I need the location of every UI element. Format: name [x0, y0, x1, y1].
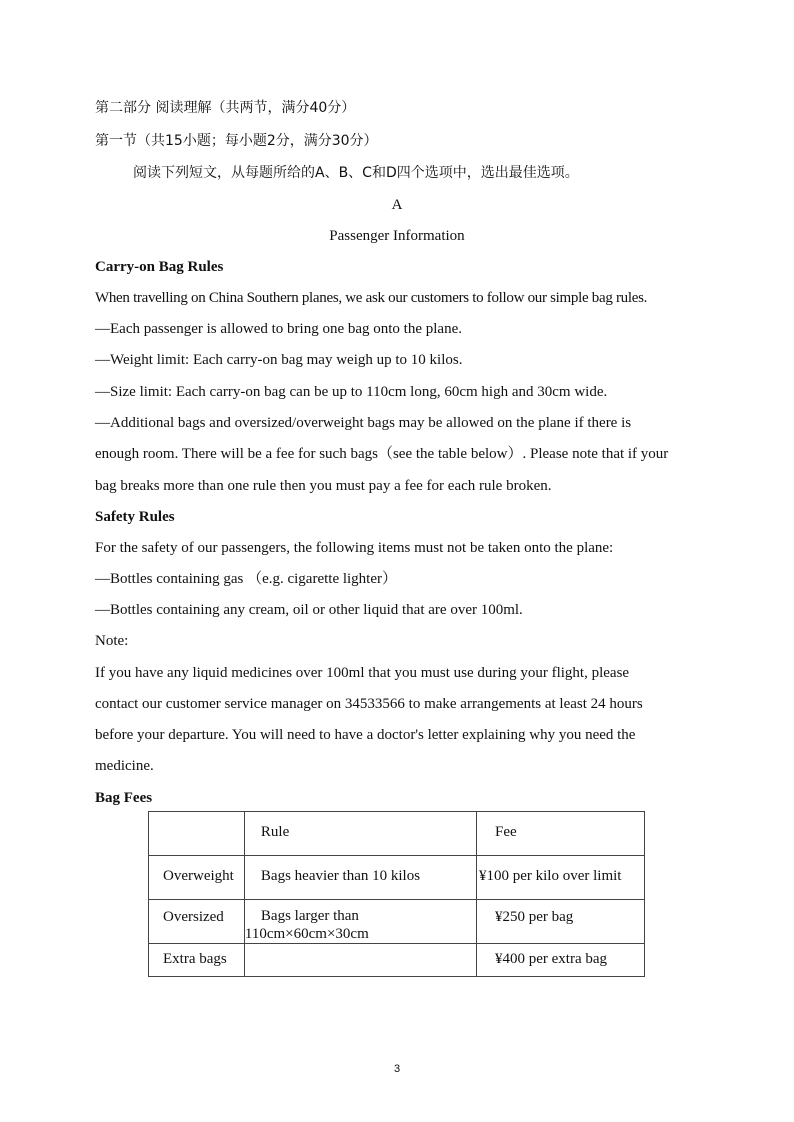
safety-line: For the safety of our passengers, the following items must not be taken onto the plane:	[95, 540, 614, 556]
table-cell: Bags larger than 110cm×60cm×30cm	[244, 900, 476, 944]
table-cell: Overweight	[149, 856, 245, 900]
table-header-cell	[149, 812, 245, 856]
page-number: 3	[393, 1063, 401, 1075]
safety-line: contact our customer service manager on 34533566 to make arrangements at least 24 hours	[95, 696, 643, 712]
table-cell: Oversized	[149, 900, 245, 944]
table-cell: Extra bags	[149, 944, 245, 977]
safety-line: —Bottles containing any cream, oil or other liquid that are over 100ml.	[95, 602, 523, 618]
table-cell	[244, 944, 476, 977]
table-row	[149, 944, 645, 977]
fees-heading: Bag Fees	[95, 790, 153, 806]
passage-title: Passenger Information	[329, 228, 465, 244]
section-part-heading: 第二部分 阅读理解（共两节，满分40分）	[95, 100, 356, 116]
safety-line: If you have any liquid medicines over 100ml that you must use during your flight, please	[95, 665, 630, 681]
passage-letter: A	[391, 197, 403, 213]
table-cell: ¥100 per kilo over limit	[476, 856, 644, 900]
safety-line: before your departure. You will need to have a doctor's letter explaining why you need the	[95, 727, 636, 743]
carry-on-line: —Weight limit: Each carry-on bag may weigh up to 10 kilos.	[95, 352, 463, 368]
carry-on-line: bag breaks more than one rule then you must pay a fee for each rule broken.	[95, 478, 552, 494]
carry-on-line: —Size limit: Each carry-on bag can be up to 110cm long, 60cm high and 30cm wide.	[95, 384, 608, 400]
carry-on-line: —Additional bags and oversized/overweight bags may be allowed on the plane if there is	[95, 415, 632, 431]
table-row	[149, 900, 645, 944]
safety-heading: Safety Rules	[95, 509, 175, 525]
carry-on-heading: Carry-on Bag Rules	[95, 259, 224, 275]
table-cell: ¥250 per bag	[476, 900, 644, 944]
carry-on-line: —Each passenger is allowed to bring one bag onto the plane.	[95, 321, 462, 337]
bag-fees-table	[148, 811, 645, 977]
table-row	[149, 856, 645, 900]
table-cell: Bags heavier than 10 kilos	[244, 856, 476, 900]
table-header-cell: Fee	[476, 812, 644, 856]
section-subheading: 第一节（共15小题；每小题2分，满分30分）	[95, 133, 378, 149]
instruction-text: 阅读下列短文，从每题所给的A、B、C和D四个选项中，选出最佳选项。	[133, 165, 579, 181]
safety-line: —Bottles containing gas （e.g. cigarette lighter）	[95, 571, 398, 587]
table-cell: ¥400 per extra bag	[476, 944, 644, 977]
carry-on-line: enough room. There will be a fee for such bags（see the table below）. Please note that if your	[95, 446, 669, 462]
table-header-cell: Rule	[244, 812, 476, 856]
table-header-row	[149, 812, 645, 856]
carry-on-line: When travelling on China Southern planes, we ask our customers to follow our simple bag rules.	[95, 290, 648, 306]
safety-line: medicine.	[95, 758, 154, 774]
safety-line: Note:	[95, 633, 129, 649]
